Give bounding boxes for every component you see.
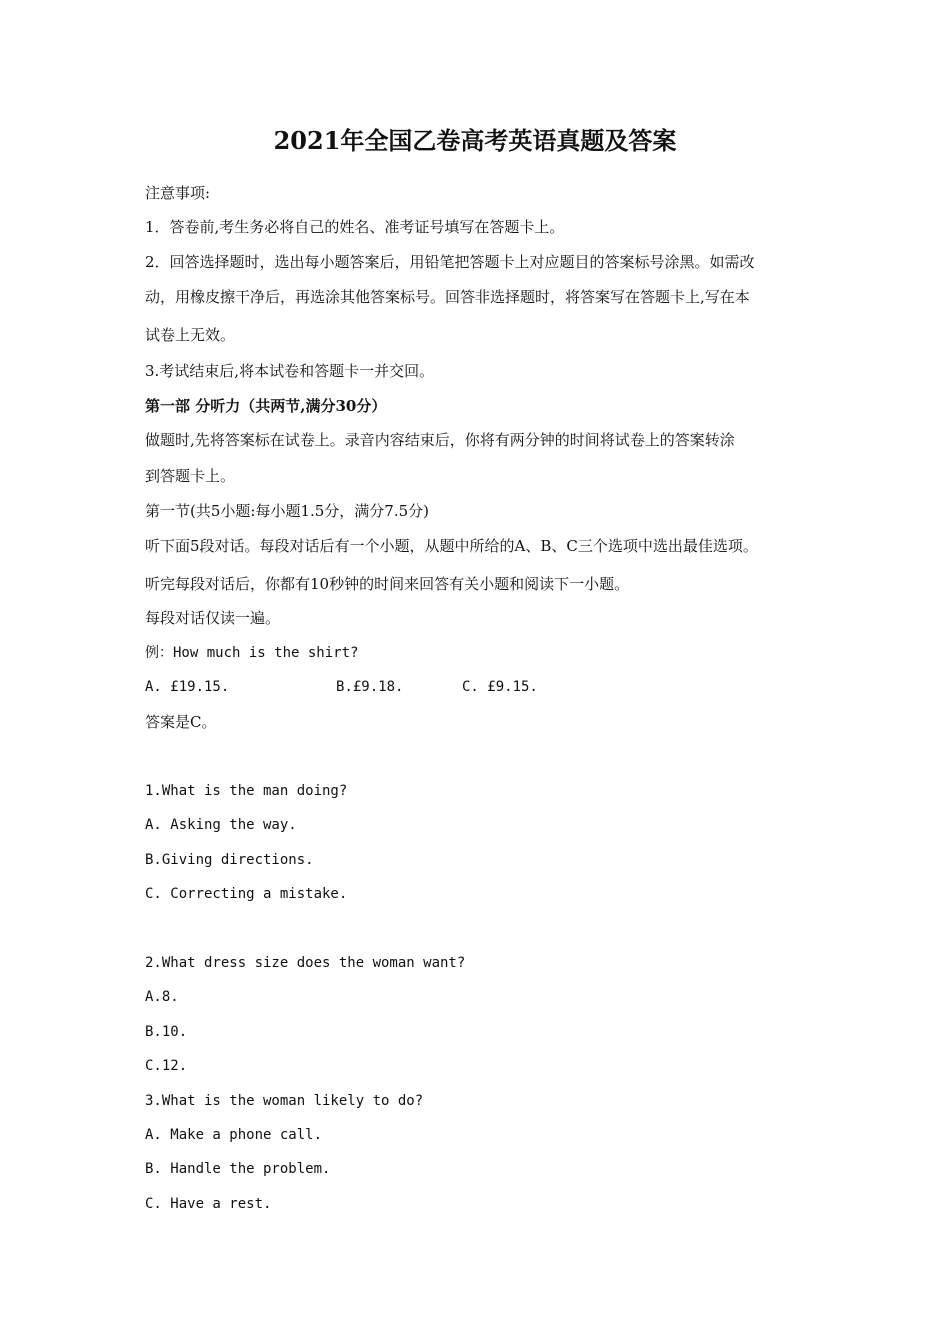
example-option-a: A. £19.15.	[145, 679, 230, 695]
question-3-option-c: C. Have a rest.	[145, 1196, 272, 1212]
notice-item-2-line-1: 2．回答选择题时，选出每小题答案后，用铅笔把答题卡上对应题目的答案标号涂黑。如需改	[145, 253, 755, 271]
question-1-option-b: B.Giving directions.	[145, 852, 314, 868]
question-2: 2.What dress size does the woman want?	[145, 955, 466, 971]
example-answer: 答案是C。	[145, 713, 217, 731]
part1-heading: 第一部 分听力（共两节,满分30分）	[145, 397, 387, 415]
part1-intro-line-2: 到答题卡上。	[145, 467, 236, 485]
question-2-option-c: C.12.	[145, 1058, 188, 1074]
question-1-option-c: C. Correcting a mistake.	[145, 886, 348, 902]
example-option-c: C. £9.15.	[462, 679, 538, 695]
page-title: 2021年全国乙卷高考英语真题及答案	[273, 126, 677, 155]
notice-item-3: 3.考试结束后,将本试卷和答题卡一并交回。	[145, 362, 435, 380]
section1-heading: 第一节(共5小题:每小题1.5分，满分7.5分)	[145, 502, 430, 520]
section1-instruction-line-2: 听完每段对话后，你都有10秒钟的时间来回答有关小题和阅读下一小题。	[145, 575, 630, 593]
section1-instruction-line-3: 每段对话仅读一遍。	[145, 609, 281, 627]
question-3-option-b: B. Handle the problem.	[145, 1161, 331, 1177]
question-2-option-b: B.10.	[145, 1024, 188, 1040]
example-option-b: B.£9.18.	[336, 679, 404, 695]
section1-instruction-line-1: 听下面5段对话。每段对话后有一个小题，从题中所给的A、B、C三个选项中选出最佳选项。	[145, 537, 758, 555]
question-3-option-a: A. Make a phone call.	[145, 1127, 323, 1143]
notice-item-2-line-3: 试卷上无效。	[145, 326, 236, 344]
notice-heading: 注意事项:	[145, 184, 211, 202]
example-question: 例：How much is the shirt?	[145, 645, 359, 661]
question-1: 1.What is the man doing?	[145, 783, 348, 799]
notice-item-2-line-2: 动，用橡皮擦干净后，再选涂其他答案标号。回答非选择题时，将答案写在答题卡上,写在本	[145, 288, 750, 306]
question-3: 3.What is the woman likely to do?	[145, 1093, 424, 1109]
question-2-option-a: A.8.	[145, 989, 179, 1005]
question-1-option-a: A. Asking the way.	[145, 817, 297, 833]
part1-intro-line-1: 做题时,先将答案标在试卷上。录音内容结束后，你将有两分钟的时间将试卷上的答案转涂	[145, 431, 735, 449]
notice-item-1: 1．答卷前,考生务必将自己的姓名、准考证号填写在答题卡上。	[145, 218, 565, 236]
